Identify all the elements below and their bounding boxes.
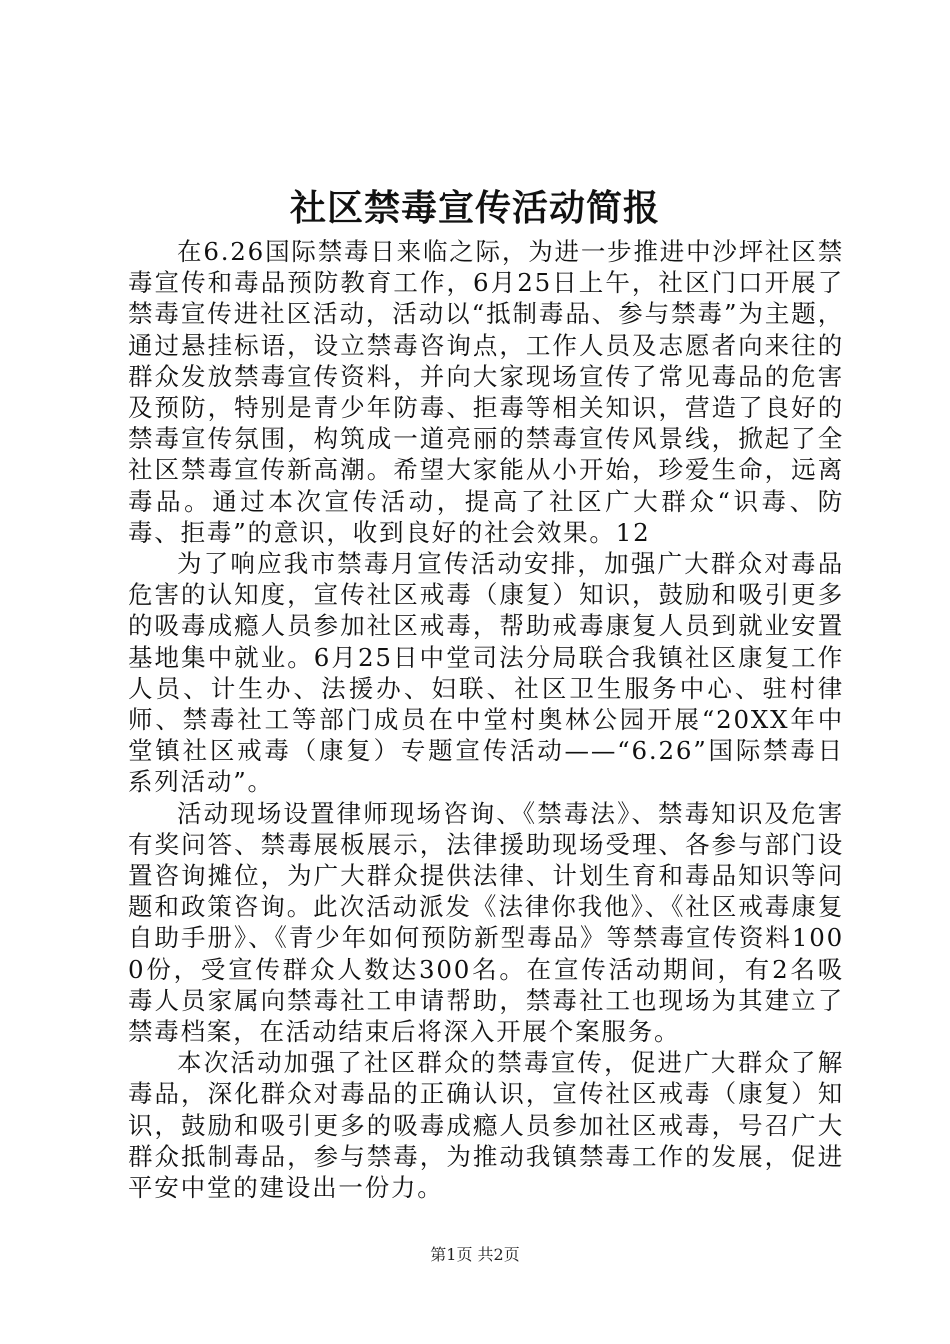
paragraph-3: 活动现场设置律师现场咨询、《禁毒法》、禁毒知识及危害有奖问答、禁毒展板展示，法律援助现场受理、各参与部门设置咨询摊位，为广大群众提供法律、计划生育和毒品知识等问题和政策咨询。此次活动派发《法律你我他》、《社区戒毒康复自助手册》、《青少年如何预防新型毒品》等禁毒宣传资料1000份，受宣传群众人数达300名。在宣传活动期间，有2名吸毒人员家属向禁毒社工申请帮助，禁毒社工也现场为其建立了禁毒档案，在活动结束后将深入开展个案服务。	[128, 798, 844, 1047]
document-body	[128, 236, 844, 1203]
paragraph-4: 本次活动加强了社区群众的禁毒宣传，促进广大群众了解毒品，深化群众对毒品的正确认识，宣传社区戒毒（康复）知识，鼓励和吸引更多的吸毒成瘾人员参加社区戒毒，号召广大群众抵制毒品，参与禁毒，为推动我镇禁毒工作的发展，促进平安中堂的建设出一份力。	[128, 1048, 844, 1203]
paragraph-1: 在6.26国际禁毒日来临之际，为进一步推进中沙坪社区禁毒宣传和毒品预防教育工作，6月25日上午，社区门口开展了禁毒宣传进社区活动，活动以“抵制毒品、参与禁毒”为主题，通过悬挂标语，设立禁毒咨询点，工作人员及志愿者向来往的群众发放禁毒宣传资料，并向大家现场宣传了常见毒品的危害及预防，特别是青少年防毒、拒毒等相关知识，营造了良好的禁毒宣传氛围，构筑成一道亮丽的禁毒宣传风景线，掀起了全社区禁毒宣传新高潮。希望大家能从小开始，珍爱生命，远离毒品。通过本次宣传活动，提高了社区广大群众“识毒、防毒、拒毒”的意识，收到良好的社会效果。12	[128, 237, 844, 547]
page-number-footer: 第1页 共2页	[430, 1245, 520, 1264]
paragraph-2: 为了响应我市禁毒月宣传活动安排，加强广大群众对毒品危害的认知度，宣传社区戒毒（康复）知识，鼓励和吸引更多的吸毒成瘾人员参加社区戒毒，帮助戒毒康复人员到就业安置基地集中就业。6月25日中堂司法分局联合我镇社区康复工作人员、计生办、法援办、妇联、社区卫生服务中心、驻村律师、禁毒社工等部门成员在中堂村奥林公园开展“20XX年中堂镇社区戒毒（康复）专题宣传活动——“6.26”国际禁毒日系列活动”。	[128, 549, 844, 797]
document-title: 社区禁毒宣传活动简报	[289, 187, 660, 229]
